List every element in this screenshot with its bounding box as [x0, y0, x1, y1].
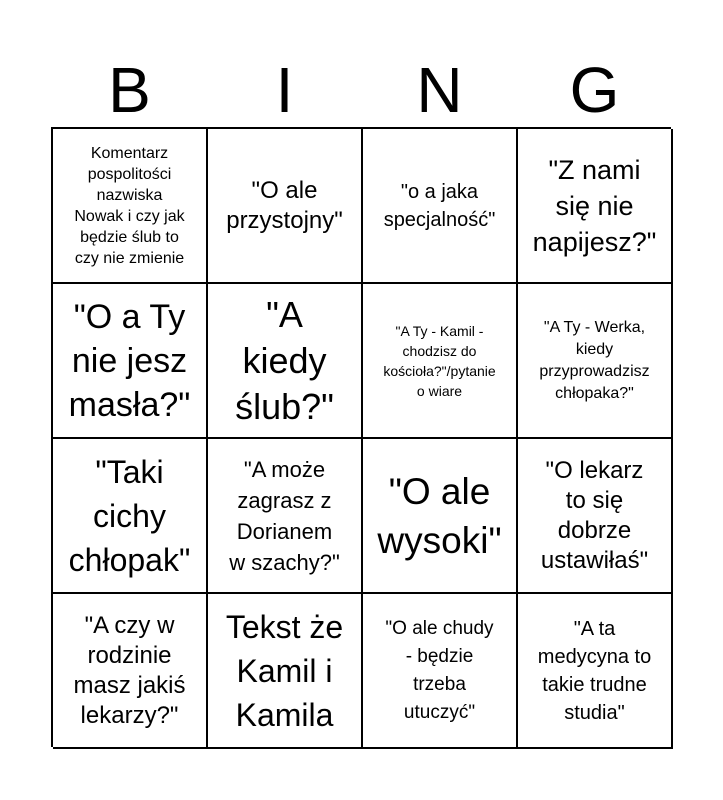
- bingo-cell[interactable]: [363, 129, 518, 284]
- bingo-cell[interactable]: [518, 284, 673, 439]
- cell-text: "A czy w rodzinie masz jakiś lekarzy?": [73, 611, 186, 729]
- bingo-cell[interactable]: [518, 129, 673, 284]
- header-letter-b: B: [108, 54, 151, 126]
- bingo-cell[interactable]: [208, 129, 363, 284]
- header-letter-g: G: [569, 54, 620, 126]
- header-letter-n: N: [416, 54, 463, 126]
- cell-text: "O ale chudy - będzie trzeba utuczyć": [385, 617, 494, 723]
- cell-text: "Z nami się nie napijesz?": [532, 154, 657, 257]
- cell-text: "A kiedy ślub?": [235, 293, 334, 427]
- cell-text: "A Ty - Kamil - chodzisz do kościoła?"/pytanie o wiare: [383, 322, 496, 399]
- bingo-cell[interactable]: [363, 594, 518, 749]
- bingo-cell[interactable]: [518, 439, 673, 594]
- cell-text: "Taki cichy chłopak": [68, 453, 191, 578]
- cell-text: "O a Ty nie jesz masła?": [68, 297, 191, 424]
- cell-text: "O ale przystojny": [226, 176, 343, 234]
- bingo-cell[interactable]: [53, 594, 208, 749]
- cell-text: "o a jaka specjalność": [383, 180, 496, 231]
- cell-text: Komentarz pospolitości nazwiska Nowak i czy jak będzie ślub to czy nie zmienie: [74, 144, 185, 267]
- bingo-cell[interactable]: [208, 594, 363, 749]
- bingo-cell[interactable]: [363, 284, 518, 439]
- cell-text: "A ta medycyna to takie trudne studia": [537, 617, 652, 724]
- cell-text: "A Ty - Werka, kiedy przyprowadzisz chłopaka?": [539, 318, 650, 402]
- bingo-cell[interactable]: [53, 284, 208, 439]
- bingo-cell[interactable]: [53, 129, 208, 284]
- bingo-cell[interactable]: [53, 439, 208, 594]
- bingo-grid: [51, 127, 671, 747]
- header-letter-i: I: [275, 54, 294, 126]
- bingo-cell[interactable]: [208, 284, 363, 439]
- cell-text: "O ale wysoki": [377, 470, 502, 561]
- cell-text: Tekst że Kamil i Kamila: [225, 608, 344, 733]
- bingo-cell[interactable]: [208, 439, 363, 594]
- bingo-cell[interactable]: [518, 594, 673, 749]
- bingo-cell[interactable]: [363, 439, 518, 594]
- bingo-header: [52, 52, 672, 128]
- cell-text: "O lekarz to się dobrze ustawiłaś": [540, 456, 649, 574]
- cell-text: "A może zagrasz z Dorianem w szachy?": [229, 456, 340, 575]
